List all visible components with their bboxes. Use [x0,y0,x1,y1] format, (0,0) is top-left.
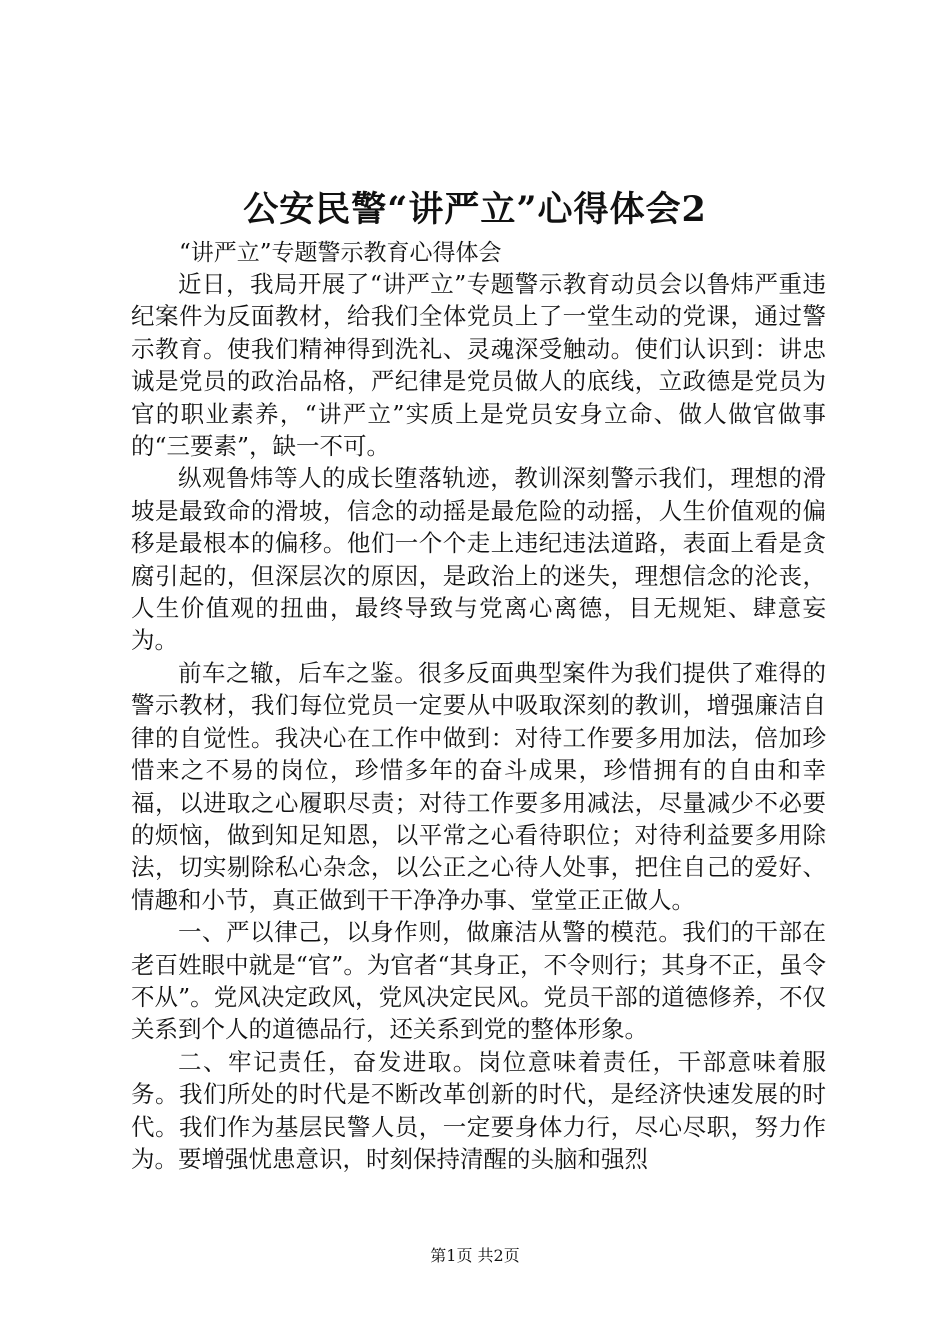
paragraph: 二、牢记责任，奋发进取。岗位意味着责任，干部意味着服务。我们所处的时代是不断改革创新的时代，是经济快速发展的时代。我们作为基层民警人员，一定要身体力行，尽心尽职，努力作为。要增强忧患意识，时刻保持清醒的头脑和强烈 [131,1047,826,1173]
page-footer: 第1页 共2页 [430,1246,520,1265]
document-title: 公安民警“讲严立”心得体会2 [243,189,707,230]
paragraph: 一、严以律己，以身作则，做廉洁从警的模范。我们的干部在老百姓眼中就是“官”。为官者“其身正，不令则行；其身不正，虽令不从”。党风决定政风，党风决定民风。党员干部的道德修养，不仅关系到个人的道德品行，还关系到党的整体形象。 [131,918,826,1044]
paragraph: 近日，我局开展了“讲严立”专题警示教育动员会以鲁炜严重违纪案件为反面教材，给我们全体党员上了一堂生动的党课，通过警示教育。使我们精神得到洗礼、灵魂深受触动。使们认识到：讲忠诚是党员的政治品格，严纪律是党员做人的底线，立政德是党员为官的职业素养，“讲严立”实质上是党员安身立命、做人做官做事的“三要素”，缺一不可。 [131,270,826,461]
paragraph: 前车之辙，后车之鉴。很多反面典型案件为我们提供了难得的警示教材，我们每位党员一定要从中吸取深刻的教训，增强廉洁自律的自觉性。我决心在工作中做到：对待工作要多用加法，倍加珍惜来之不易的岗位，珍惜多年的奋斗成果，珍惜拥有的自由和幸福，以进取之心履职尽责；对待工作要多用减法，尽量减少不必要的烦恼，做到知足知恩，以平常之心看待职位；对待利益要多用除法，切实剔除私心杂念，以公正之心待人处事，把住自己的爱好、情趣和小节，真正做到干干净净办事、堂堂正正做人。 [131,658,826,914]
document-subtitle: “讲严立”专题警示教育心得体会 [179,240,502,266]
paragraph: 纵观鲁炜等人的成长堕落轨迹，教训深刻警示我们，理想的滑坡是最致命的滑坡，信念的动摇是最危险的动摇，人生价值观的偏移是最根本的偏移。他们一个个走上违纪违法道路，表面上看是贪腐引起的，但深层次的原因，是政治上的迷失，理想信念的沦丧，人生价值观的扭曲，最终导致与党离心离德，目无规矩、肆意妄为。 [131,464,826,655]
document-body [131,268,826,1175]
